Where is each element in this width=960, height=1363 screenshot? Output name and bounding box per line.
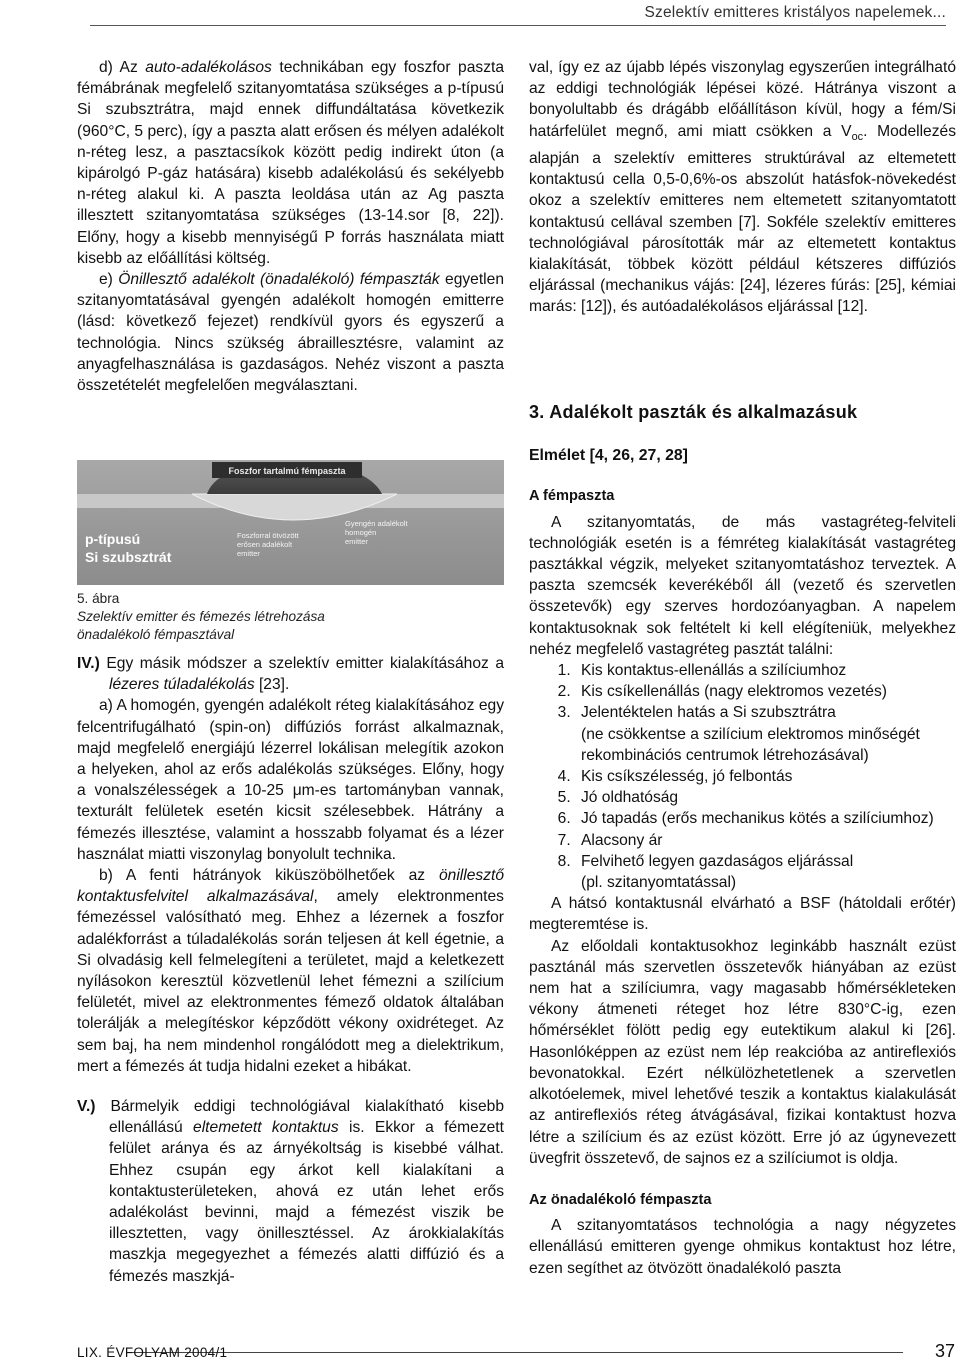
list-item: 1. Kis kontaktus-ellenállás a szilíciumhoz	[575, 660, 956, 681]
list-item: 2. Kis csíkellenállás (nagy elektromos vezetés)	[575, 681, 956, 702]
paragraph-v	[77, 1096, 504, 1287]
left-column-bottom	[77, 653, 504, 1287]
list-item: 4. Kis csíkszélesség, jó felbontás	[575, 766, 956, 787]
text: b) A fenti hátrányok kiküszöbölhetőek az	[99, 867, 439, 885]
list-item-text: Jelentéktelen hatás a Si szubsztrátra	[581, 704, 836, 722]
list-item	[575, 702, 956, 766]
list-item-text: (pl. szitanyomtatással)	[581, 874, 737, 892]
right-column-bottom	[529, 402, 956, 1279]
text: [23].	[254, 676, 290, 694]
section-heading: 3. Adalékolt paszták és alkalmazásuk	[529, 402, 858, 422]
caption-text: Szelektív emitter és fémezés létrehozása	[77, 608, 325, 624]
text: val, így ez az újabb lépés viszonylag egyszerűen integrálható az eddigi technológiák lépései közé. Hátránya viszont a bonyolultabb és drágább előállításon kívül, hogy a fém/Si határfelület megnő, ami miatt csökken a V	[529, 59, 956, 140]
label-strong: erősen adalékolt	[237, 540, 293, 549]
roman-numeral: IV.)	[77, 655, 100, 672]
roman-numeral: V.)	[77, 1098, 96, 1116]
paragraph-bsf: A hátsó kontaktusnál elvárható a BSF (hátoldali erőtér) megteremtése is.	[529, 895, 956, 934]
paragraph-continued	[529, 57, 956, 318]
list-item-text: Felvihető legyen gazdaságos eljárással	[581, 852, 854, 870]
label-ptype: p-típusú	[85, 531, 141, 547]
running-title: Szelektív emitteres kristályos napelemek...	[644, 4, 946, 21]
left-column-top	[77, 57, 504, 396]
list-item-text: rekombinációs centrumok létrehozásával)	[581, 746, 869, 764]
label-homogeneous: homogén	[345, 528, 377, 537]
subheading-metal-paste: A fémpaszta	[529, 488, 615, 505]
label-alloyed: Foszforral ötvözött	[237, 531, 299, 540]
paragraph-self-aligned-paste	[77, 269, 504, 396]
label-emitter-2: emitter	[345, 537, 368, 546]
text: egyetlen szitanyomtatásával gyengén adalékolt homogén emitterre (lásd: következő fejezet) rendkívül gyors és egyszerű a technológia. Nincs szükség ábraillesztésre, valamint az anyagfelhasználása is gazdaságos. Nehéz viszont a paszta összetételét megfelelően megválasztani.	[77, 271, 504, 395]
selective-emitter-diagram	[77, 450, 504, 590]
paragraph-iv-b	[77, 865, 504, 1077]
emphasis: önillesztő kontaktusfelvitel alkalmazásával	[77, 867, 504, 906]
text: d) Az	[99, 59, 146, 76]
text: Egy másik módszer a szelektív emitter kialakításához a	[99, 655, 504, 672]
text: is. Ekkor a fémezett felület aránya és az árnyékoltság is kisebbé válhat. Ehhez csupán egy árkot kell kialakítani a kontaktusterületeken, ahová ez után lehet erős adalékolást bevinni, majd a fémezést viszik be illesztetten, vagy önillesztéssel. Az árokkialakítás maszkja megegyezhet a fémezés alatti diffúzió és a fémezés maszkjá-	[109, 1119, 504, 1285]
text: e)	[99, 271, 119, 289]
paragraph-auto-doping	[77, 57, 504, 269]
paragraph-self-doping: A szitanyomtatásos technológia a nagy négyzetes ellenállású emitteren gyenge ohmikus kontaktust hoz létre, ezen segíthet az ötvözött önadalékoló paszta	[529, 1217, 956, 1277]
label-emitter: emitter	[237, 549, 260, 558]
caption-number: 5. ábra	[77, 591, 120, 606]
emphasis: eltemetett kontaktus	[193, 1119, 339, 1137]
list-item-text: (ne csökkentse a szilícium elektromos minőségét	[581, 725, 920, 743]
label-paste: Foszfor tartalmú fémpaszta	[228, 466, 346, 476]
emphasis: auto-adalékolásos	[145, 59, 272, 76]
paragraph-iv	[77, 653, 504, 695]
label-substrate: Si szubsztrát	[85, 549, 172, 565]
footer-volume: LIX. ÉVFOLYAM 2004/1	[77, 1345, 228, 1360]
requirements-list	[529, 660, 956, 893]
paragraph-metal-paste: A szitanyomtatás, de más vastagréteg-felviteli technológiák esetén is a fémréteg kialakítását vastagréteg pasztákkal végzik, melyeket szitanyomtatáshoz terveztek. A paszta szemcsék keverékéből áll (vezető és szervetlen összetevők) egy szerves hordozóanyagban. A napelem kontaktusoknak sok feltételt ki kell elégíteniük, melyekhez nehéz megfelelő vastagréteg pasztát találni:	[529, 513, 956, 658]
emphasis: lézeres túladalékolás	[109, 676, 255, 694]
paragraph-iv-a: a) A homogén, gyengén adalékolt réteg kialakításához egy felcentrifugálható (spin-on) diffúziós forrást alkalmaznak, majd megfelelő energiájú lézerrel lokálisan melegítik azokon a helyeken, ahol az erős adalékolás szükséges. Előny, hogy a vonalszélességek a 10-25 μm-es tartományban vannak, texturált felületek esetén kicsit szélesebbek. Hátrány a fémezés illesztése, valamint a hosszabb folyamat és a lézer használat miatti viszonylag bonyolult technika.	[77, 697, 504, 863]
caption-text: önadalékoló fémpasztával	[77, 626, 235, 642]
header-rule	[90, 25, 946, 26]
text: , amely elektronmentes fémezéssel valósítható meg. Ehhez a lézernek a foszfor adalékforrást a túladalékolás során teljesen át kell égetnie, a Si olvadásig kell felmelegíteni a területet, majd a keletkezett nyílásokon keresztül közvetlenül lehet fémezni a szilícium felületét, mivel az elektronmentes fémező oldatok általában tolerálják a melegítéskor képződött vékony oxidréteget. Az sem baj, ha nem mindenhol rongálódott meg a dielektrikum, mert a fémezés át tudja hidalni ezeket a hibákat.	[77, 888, 504, 1075]
right-column-top	[529, 57, 956, 318]
emphasis: Önillesztő adalékolt (önadalékoló) fémpaszták	[118, 271, 440, 289]
footer-rule	[131, 1352, 903, 1353]
figure-5	[77, 450, 504, 590]
paragraph-front-contact: Az előoldali kontaktusokhoz leginkább használt ezüst pasztánál más szervetlen összetevők hiányában az ezüst nem hat a szilíciumra, vagy magasabb hőmérsékleteken vékony átmeneti réteget hoz létre 830°C-ig, ezen hőmérséklet fölött pedig egy eutektikum alakul ki [26]. Hasonlóképpen az ezüst nem lép reakcióba az antireflexiós bevonatokkal. Ezért nélkülözhetetlenek a szervetlen alkotóelemek, mivel lehetővé teszik a kontaktus kialakulását az antireflexiós réteg átvágásával, fizikai kontaktust hozva létre a szilícium és az ezüst között. Erre jó az úgynevezett üvegfrit összetevő, de sajnos ez a szilíciumot is oldja.	[529, 937, 956, 1167]
list-item	[575, 851, 956, 893]
text: technikában egy foszfor paszta fémábrának megfelelő szitanyomtatása szükséges a p-típusú Si szubsztrátra, majd ennek diffundáltatása következik (960°C, 5 perc), így a paszta alatt erősen és mélyen adalékolt n-réteg lesz, a pasztacsíkok között pedig indirekt úton (a kipárolgó P-gáz hatására) kisebb adalékolású és sekélyebb n-réteg alakul ki. A paszta leoldása után az Ag paszta illesztett szitanyomtatása szükséges (13-14.sor [8, 22]). Előny, hogy a kisebb mennyiségű P forrás használata miatt kisebb az előállítási költség.	[77, 59, 504, 267]
theory-heading: Elmélet [4, 26, 27, 28]	[529, 447, 688, 465]
text: Bármelyik eddigi technológiával kialakítható kisebb ellenállású	[95, 1098, 504, 1137]
subheading-self-doping-paste: Az önadalékoló fémpaszta	[529, 1191, 712, 1208]
list-item: 5. Jó oldhatóság	[575, 787, 956, 808]
label-weak: Gyengén adalékolt	[345, 519, 408, 528]
figure-caption	[77, 590, 504, 643]
list-item: 6. Jó tapadás (erős mechanikus kötés a szilíciumhoz)	[575, 808, 956, 829]
subscript: oc	[851, 130, 864, 143]
list-item: 7. Alacsony ár	[575, 830, 956, 851]
text: . Modellezés alapján a szelektív emitteres struktúrával az eltemetett kontaktusú cella 0,5-0,6%-os abszolút hatásfok-növekedést okoz a szelektív emitteres nem eltemetett szitanyomtatott kontaktusú cellával szemben [7]. Sokféle szelektív emitteres technológiával párosították már az eltemetett kontaktus kialakítását, többek között például kétszeres diffúziós eljárással (mechanikus vájás: [24], lézeres fúrás: [25], kémiai marás: [12]), és autóadalékolásos eljárással [12].	[529, 122, 956, 316]
page-number: 37	[934, 1341, 955, 1361]
